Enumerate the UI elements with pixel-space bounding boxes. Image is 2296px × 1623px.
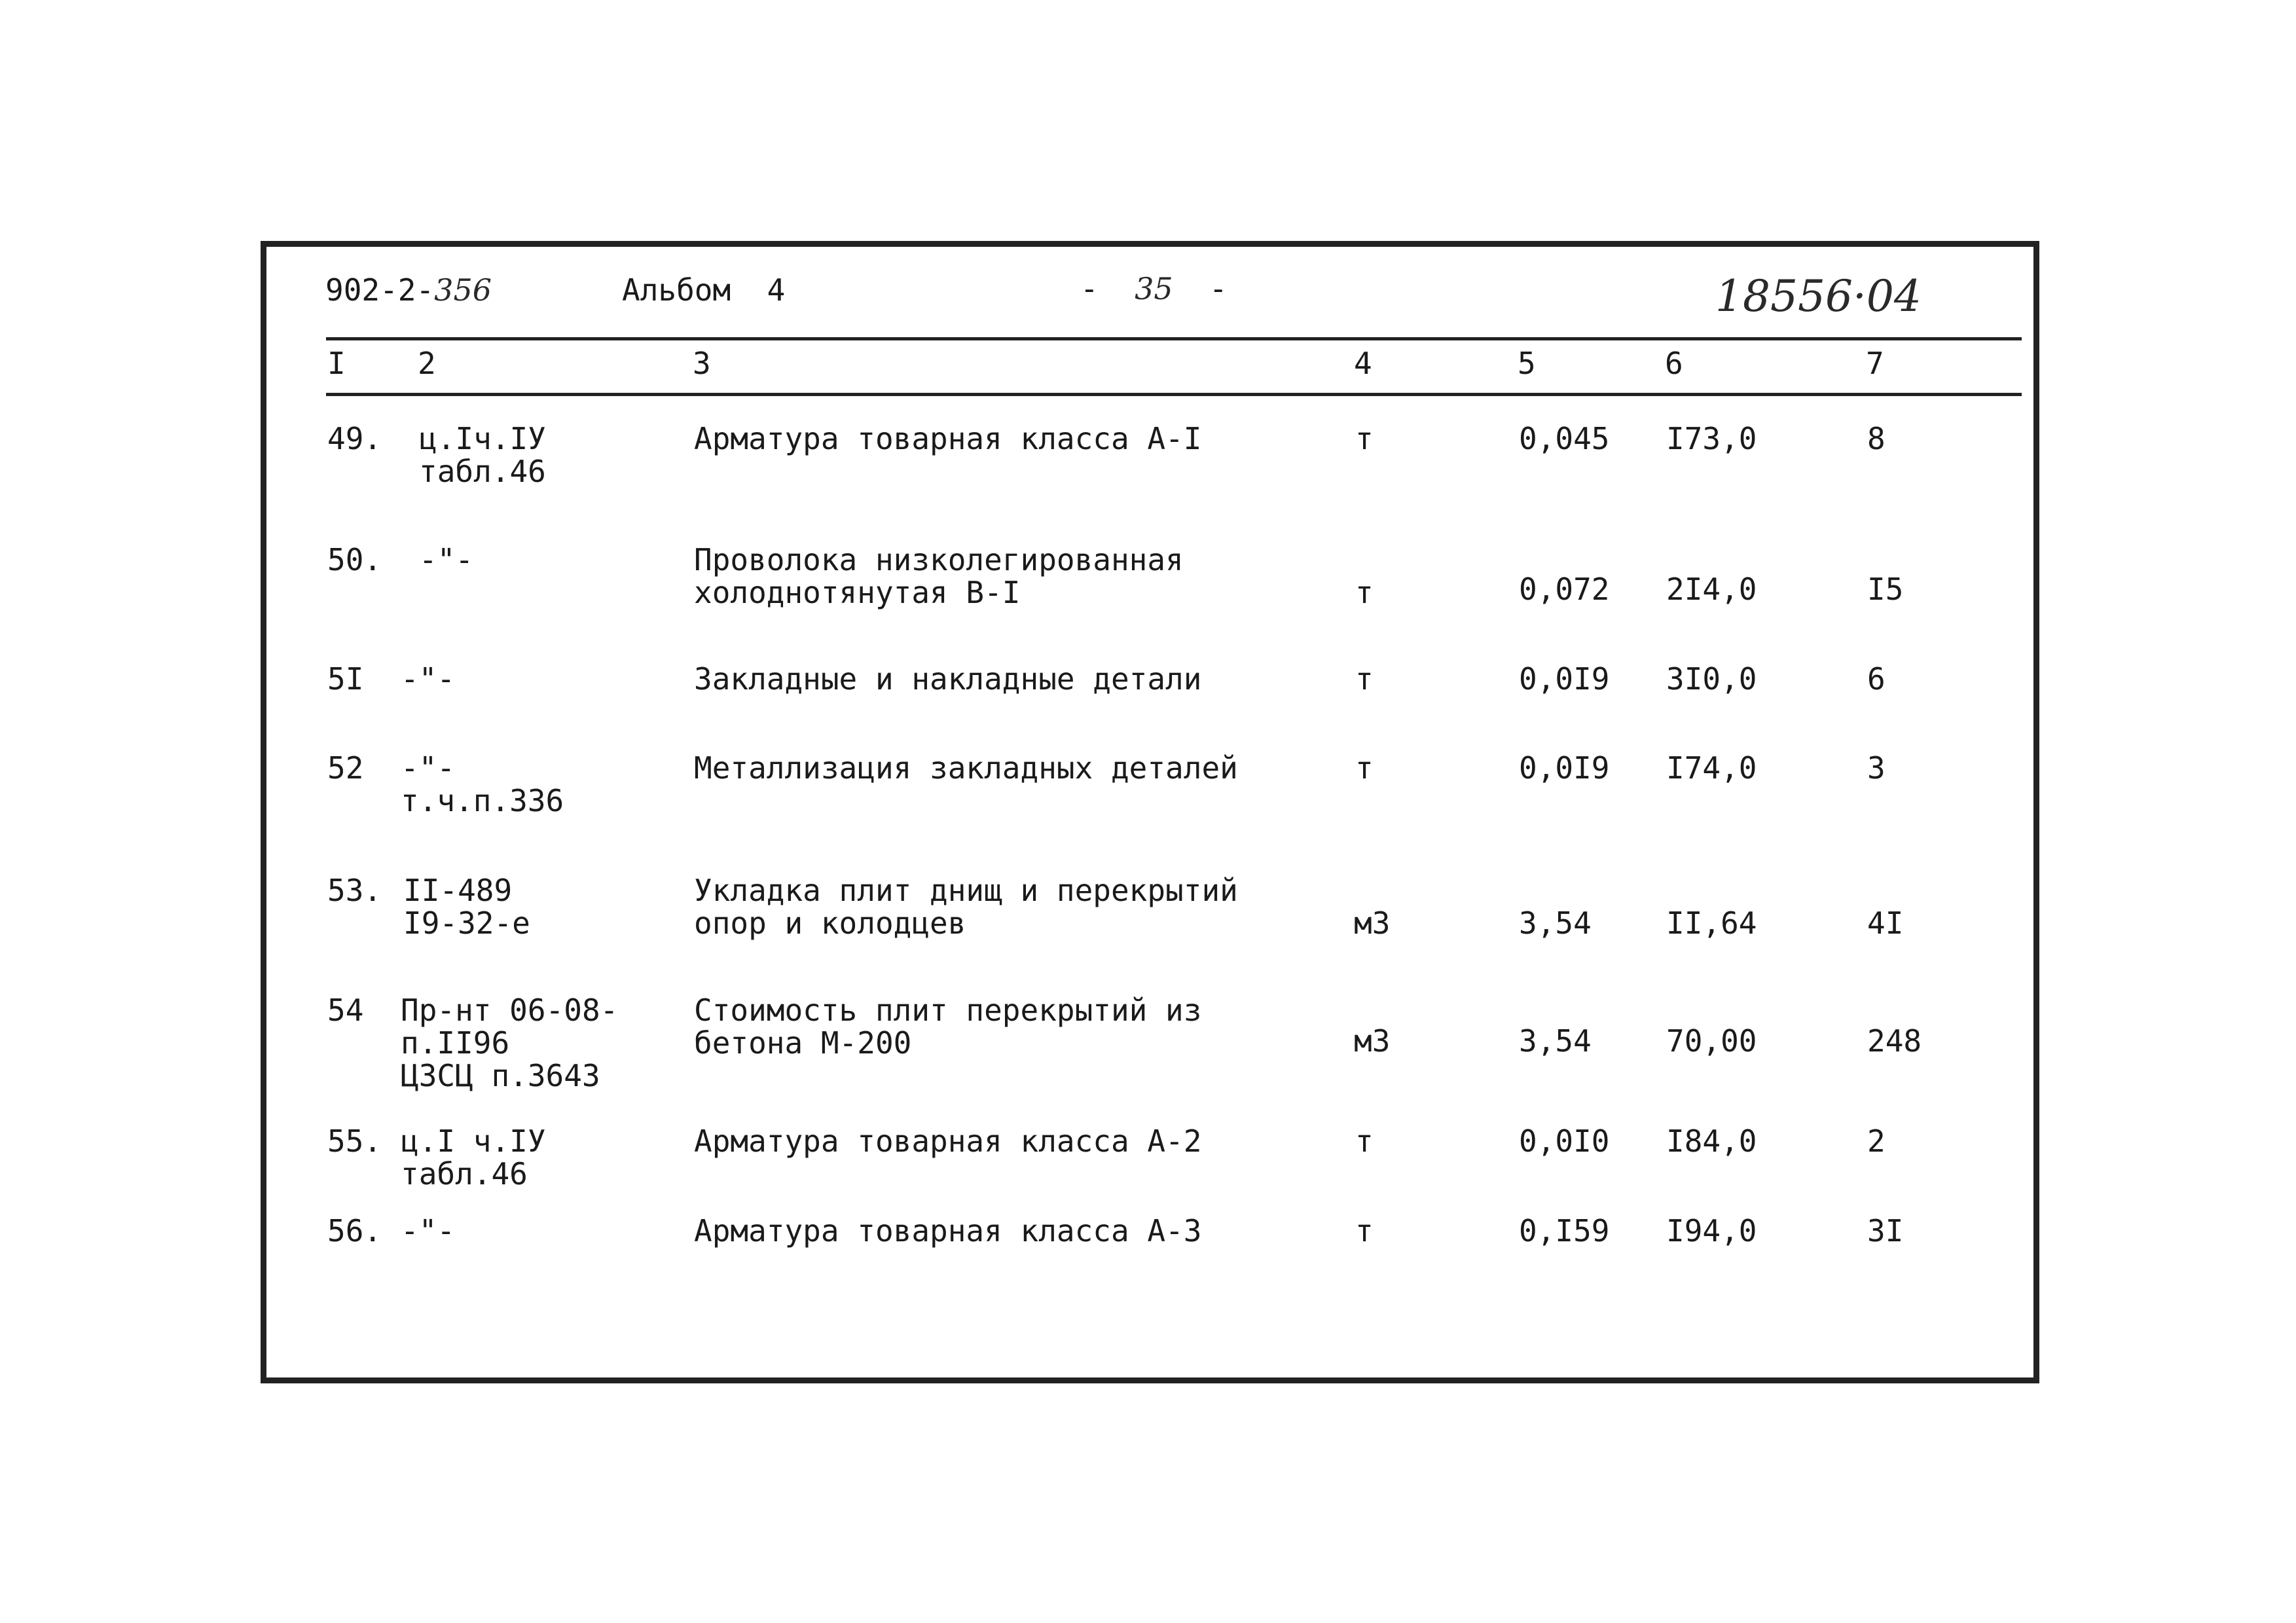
row-49-unit: т [1355, 421, 1374, 456]
row-50-ref: -"- [419, 542, 474, 577]
row-51-cost: 6 [1867, 661, 1886, 697]
page-number-value: 35 [1135, 271, 1173, 306]
row-56-ref: -"- [401, 1213, 456, 1249]
col-header-4: 4 [1354, 346, 1372, 381]
row-54-price: 70,00 [1666, 1023, 1757, 1059]
row-52-name: Металлизация закладных деталей [694, 750, 1238, 786]
doc-code-handwritten: 356 [434, 272, 492, 308]
header-top-rule [326, 337, 2022, 340]
row-54-num: 54 [327, 993, 364, 1028]
page-number [1080, 272, 1228, 305]
row-50-cost: I5 [1867, 572, 1904, 607]
row-52-unit: т [1355, 750, 1374, 786]
page-dash-left: - [1080, 271, 1099, 306]
doc-code [325, 274, 492, 306]
col-header-6: 6 [1665, 346, 1683, 381]
row-52-qty: 0,0I9 [1519, 750, 1610, 786]
row-49-ref: ц.Iч.IУ табл.46 [419, 421, 546, 489]
row-53-num: 53. [327, 873, 382, 908]
row-50-name: Проволока низколегированная холоднотянутая В-I [694, 542, 1184, 610]
row-53-name: Укладка плит днищ и перекрытий опор и колодцев [694, 873, 1238, 941]
col-header-7: 7 [1866, 346, 1884, 381]
row-50-qty: 0,072 [1519, 572, 1610, 607]
row-55-unit: т [1355, 1123, 1374, 1159]
row-51-name: Закладные и накладные детали [694, 661, 1202, 697]
row-53-price: II,64 [1666, 905, 1757, 941]
row-54-name: Стоимость плит перекрытий из бетона М-200 [694, 993, 1202, 1061]
row-55-num: 55. [327, 1123, 382, 1159]
row-49-name: Арматура товарная класса А-I [694, 421, 1202, 456]
col-header-1: I [327, 346, 346, 381]
row-53-qty: 3,54 [1519, 905, 1592, 941]
row-56-cost: 3I [1867, 1213, 1904, 1249]
col-header-3: 3 [693, 346, 711, 381]
row-52-ref: -"- т.ч.п.336 [401, 750, 564, 818]
row-49-cost: 8 [1867, 421, 1886, 456]
row-52-price: I74,0 [1666, 750, 1757, 786]
row-50-unit: т [1355, 575, 1374, 610]
row-55-qty: 0,0I0 [1519, 1123, 1610, 1159]
row-56-price: I94,0 [1666, 1213, 1757, 1249]
album-word: Альбом [622, 272, 731, 308]
col-header-5: 5 [1518, 346, 1536, 381]
row-49-price: I73,0 [1666, 421, 1757, 456]
header-bottom-rule [326, 393, 2022, 396]
row-51-ref: -"- [401, 661, 456, 697]
album-label [622, 274, 785, 306]
row-49-qty: 0,045 [1519, 421, 1610, 456]
row-52-num: 52 [327, 750, 364, 786]
doc-code-prefix: 902-2- [325, 272, 435, 308]
album-number: 4 [767, 272, 786, 308]
row-56-unit: т [1355, 1213, 1374, 1249]
row-50-price: 2I4,0 [1666, 572, 1757, 607]
row-53-unit: м3 [1354, 905, 1391, 941]
row-53-ref: II-489 I9-32-е [403, 873, 530, 941]
row-56-num: 56. [327, 1213, 382, 1249]
row-54-qty: 3,54 [1519, 1023, 1592, 1059]
row-55-name: Арматура товарная класса А-2 [694, 1123, 1202, 1159]
row-55-price: I84,0 [1666, 1123, 1757, 1159]
row-49-num: 49. [327, 421, 382, 456]
page-dash-right: - [1209, 271, 1228, 306]
row-51-unit: т [1355, 661, 1374, 697]
row-56-name: Арматура товарная класса А-3 [694, 1213, 1202, 1249]
row-54-unit: м3 [1354, 1023, 1391, 1059]
row-52-cost: 3 [1867, 750, 1886, 786]
row-53-cost: 4I [1867, 905, 1904, 941]
row-55-cost: 2 [1867, 1123, 1886, 1159]
row-54-cost: 248 [1867, 1023, 1922, 1059]
col-header-2: 2 [418, 346, 436, 381]
row-51-price: 3I0,0 [1666, 661, 1757, 697]
row-51-qty: 0,0I9 [1519, 661, 1610, 697]
row-51-num: 5I [327, 661, 364, 697]
row-55-ref: ц.I ч.IУ табл.46 [401, 1123, 546, 1192]
archive-number: 18556·04 [1715, 271, 1922, 321]
row-50-num: 50. [327, 542, 382, 577]
row-54-ref: Пр-нт 06-08- п.II96 ЦЗСЦ п.3643 [401, 993, 619, 1093]
row-56-qty: 0,I59 [1519, 1213, 1610, 1249]
